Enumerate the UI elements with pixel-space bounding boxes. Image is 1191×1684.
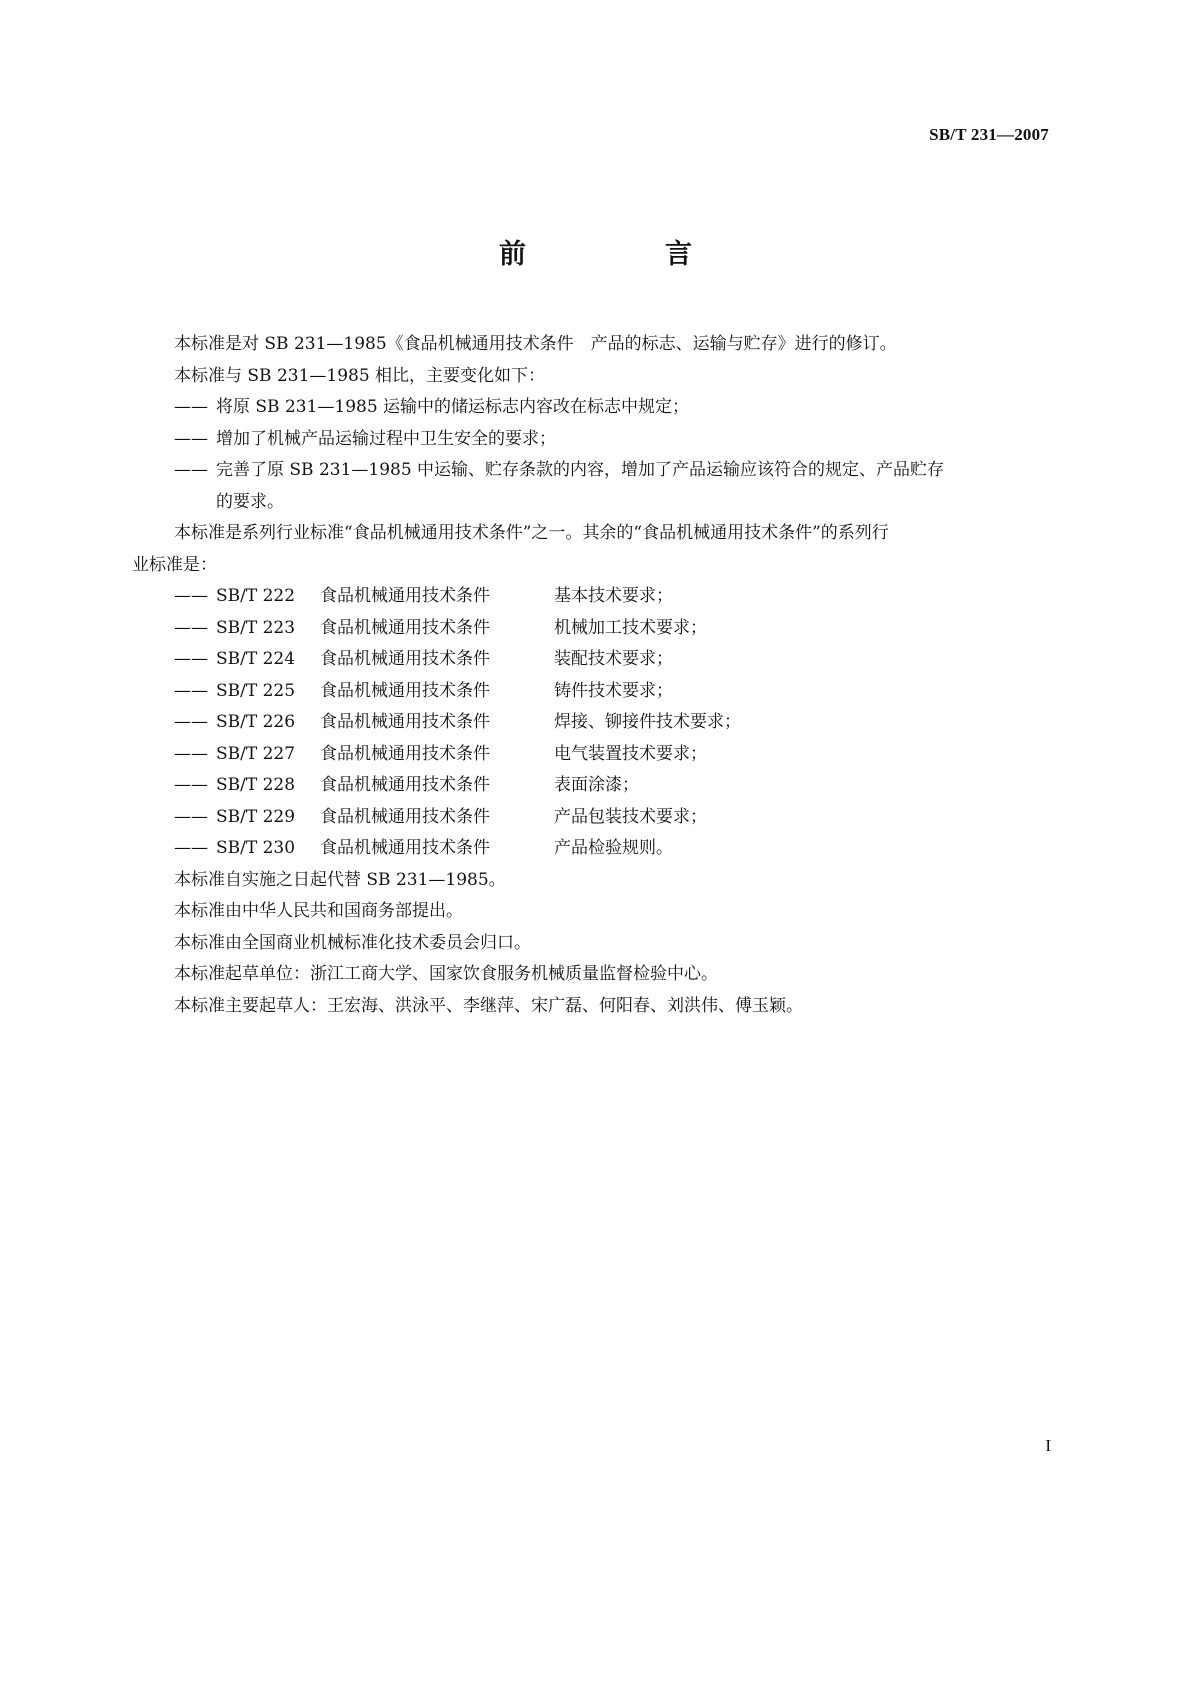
series-category: 食品机械通用技术条件 bbox=[320, 712, 490, 732]
series-topic: 基本技术要求； bbox=[554, 586, 673, 606]
series-code: SB/T 229 bbox=[216, 806, 296, 827]
series-item bbox=[132, 644, 1062, 676]
series-topic: 电气装置技术要求； bbox=[554, 743, 707, 764]
page-number: I bbox=[1045, 1436, 1051, 1455]
paragraph-drafting-units: 本标准起草单位：浙江工商大学、国家饮食服务机械质量监督检验中心。 bbox=[174, 964, 718, 984]
dash-marker: —— bbox=[174, 460, 208, 480]
series-item bbox=[132, 613, 1062, 645]
paragraph-drafters: 本标准主要起草人：王宏海、洪泳平、李继萍、宋广磊、何阳春、刘洪伟、傅玉颖。 bbox=[174, 995, 803, 1016]
change-text: 增加了机械产品运输过程中卫生安全的要求； bbox=[216, 428, 556, 449]
standard-code: SB/T 231—2007 bbox=[929, 125, 1049, 144]
dash-marker: —— bbox=[174, 617, 208, 638]
series-item bbox=[132, 833, 1062, 865]
series-code: SB/T 222 bbox=[216, 586, 296, 606]
dash-marker: —— bbox=[174, 743, 208, 764]
dash-marker: —— bbox=[174, 586, 208, 606]
series-category: 食品机械通用技术条件 bbox=[320, 743, 490, 764]
change-item bbox=[132, 392, 1062, 424]
series-item bbox=[132, 676, 1062, 708]
series-topic: 焊接、铆接件技术要求； bbox=[554, 712, 741, 732]
dash-marker: —— bbox=[174, 838, 208, 858]
foreword-body bbox=[132, 329, 1062, 1022]
series-category: 食品机械通用技术条件 bbox=[320, 680, 490, 701]
series-code: SB/T 230 bbox=[216, 838, 296, 858]
series-item bbox=[132, 770, 1062, 802]
paragraph-replacement: 本标准自实施之日起代替 SB 231—1985。 bbox=[174, 869, 506, 890]
change-text: 将原 SB 231—1985 运输中的储运标志内容改在标志中规定； bbox=[216, 397, 690, 417]
paragraph-revision: 本标准是对 SB 231—1985《食品机械通用技术条件 产品的标志、运输与贮存》进行的修订。 bbox=[174, 334, 897, 354]
dash-marker: —— bbox=[174, 806, 208, 827]
paragraph-proposer: 本标准由中华人民共和国商务部提出。 bbox=[174, 901, 463, 921]
series-item bbox=[132, 739, 1062, 771]
series-item bbox=[132, 802, 1062, 834]
series-topic: 机械加工技术要求； bbox=[554, 617, 707, 638]
change-text: 完善了原 SB 231—1985 中运输、贮存条款的内容，增加了产品运输应该符合的规定、产品贮存 bbox=[216, 460, 945, 480]
dash-marker: —— bbox=[174, 775, 208, 795]
series-category: 食品机械通用技术条件 bbox=[320, 775, 490, 795]
dash-marker: —— bbox=[174, 397, 208, 417]
series-topic: 产品检验规则。 bbox=[554, 838, 673, 858]
paragraph-committee: 本标准由全国商业机械标准化技术委员会归口。 bbox=[174, 932, 531, 953]
series-code: SB/T 224 bbox=[216, 649, 296, 669]
paragraph-series-intro: 本标准是系列行业标准“食品机械通用技术条件”之一。其余的“食品机械通用技术条件”的系列行 bbox=[174, 523, 889, 543]
change-item bbox=[132, 455, 1062, 487]
dash-marker: —— bbox=[174, 428, 208, 449]
series-topic: 表面涂漆； bbox=[554, 775, 639, 795]
series-topic: 装配技术要求； bbox=[554, 649, 673, 669]
series-topic: 产品包装技术要求； bbox=[554, 806, 707, 827]
change-text-continuation: 的要求。 bbox=[216, 491, 284, 512]
series-code: SB/T 225 bbox=[216, 680, 296, 701]
page-title: 前 言 bbox=[499, 239, 748, 270]
paragraph-changes-intro: 本标准与 SB 231—1985 相比，主要变化如下： bbox=[174, 365, 546, 386]
series-topic: 铸件技术要求； bbox=[554, 680, 673, 701]
series-category: 食品机械通用技术条件 bbox=[320, 806, 490, 827]
series-category: 食品机械通用技术条件 bbox=[320, 586, 490, 606]
dash-marker: —— bbox=[174, 712, 208, 732]
series-category: 食品机械通用技术条件 bbox=[320, 838, 490, 858]
change-item bbox=[132, 424, 1062, 456]
series-code: SB/T 227 bbox=[216, 743, 296, 764]
series-category: 食品机械通用技术条件 bbox=[320, 649, 490, 669]
dash-marker: —— bbox=[174, 649, 208, 669]
series-category: 食品机械通用技术条件 bbox=[320, 617, 490, 638]
dash-marker: —— bbox=[174, 680, 208, 701]
series-code: SB/T 223 bbox=[216, 617, 296, 638]
series-item bbox=[132, 707, 1062, 739]
paragraph-series-intro-cont: 业标准是： bbox=[132, 554, 217, 575]
series-item bbox=[132, 581, 1062, 613]
series-code: SB/T 226 bbox=[216, 712, 296, 732]
series-code: SB/T 228 bbox=[216, 775, 296, 795]
